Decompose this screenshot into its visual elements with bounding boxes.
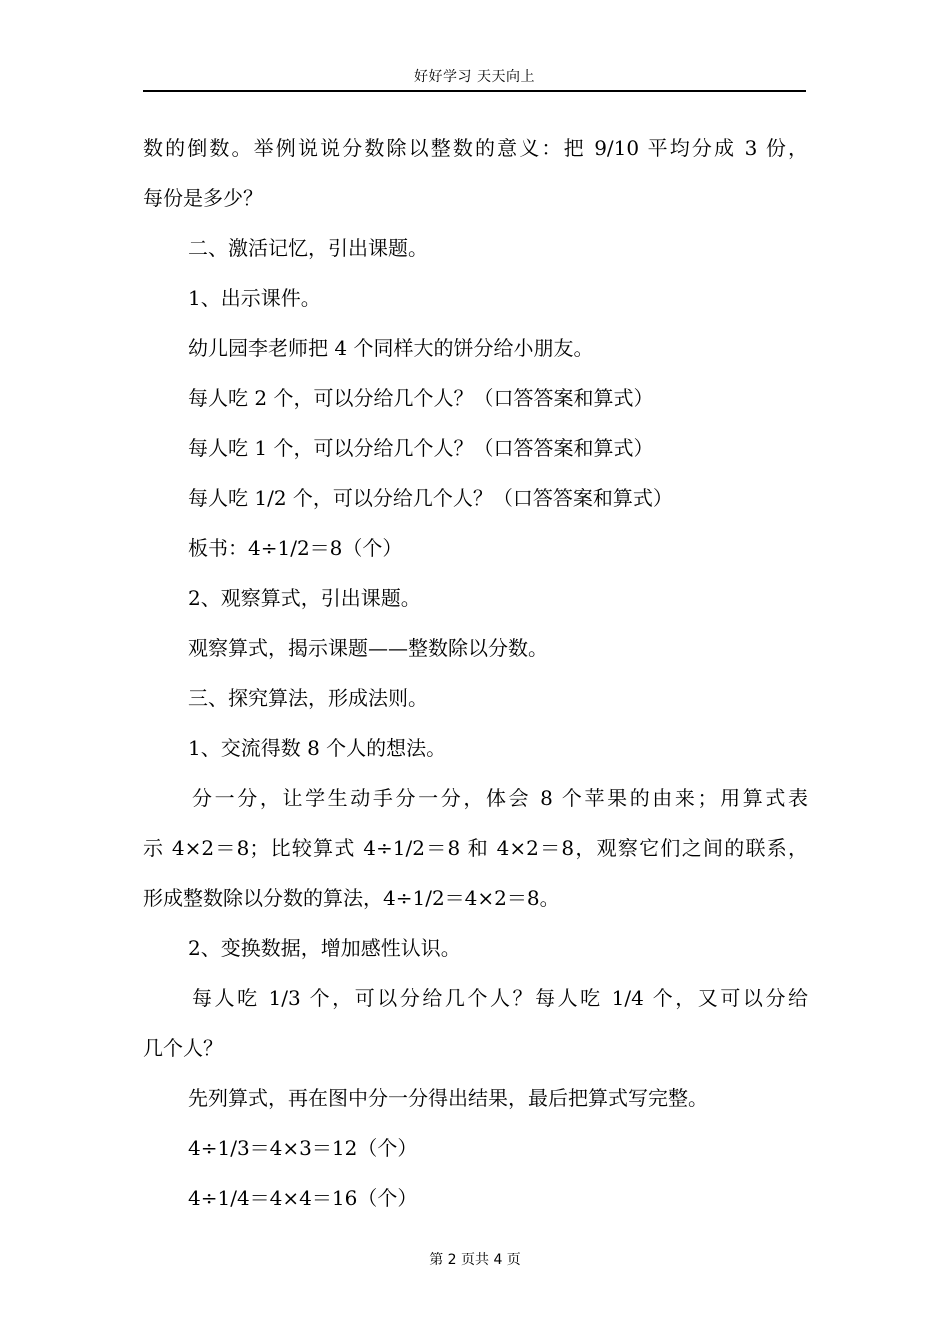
paragraph-line: 示 4×2＝8；比较算式 4÷1/2＝8 和 4×2＝8，观察它们之间的联系， [143,836,808,860]
paragraph-line: 板书：4÷1/2＝8（个） [188,536,403,560]
formula-line: 4÷1/4＝4×4＝16（个） [188,1186,418,1210]
paragraph-line: 每人吃 1/3 个，可以分给几个人？每人吃 1/4 个，又可以分给 [192,986,808,1010]
document-body [143,129,808,1229]
paragraph-line: 每人吃 2 个，可以分给几个人？（口答答案和算式） [188,386,654,410]
header-divider [143,90,806,92]
paragraph-line: 分一分，让学生动手分一分，体会 8 个苹果的由来；用算式表 [192,786,808,810]
paragraph-line: 幼儿园李老师把 4 个同样大的饼分给小朋友。 [188,336,594,360]
paragraph-line: 形成整数除以分数的算法，4÷1/2＝4×2＝8。 [143,886,560,910]
subsection-heading: 2、变换数据，增加感性认识。 [188,936,461,960]
page-header: 好好学习 天天向上 [414,69,535,85]
paragraph-line: 每份是多少？ [143,186,263,210]
paragraph-line: 每人吃 1/2 个，可以分给几个人？（口答答案和算式） [188,486,673,510]
page-footer: 第 2 页共 4 页 [429,1252,521,1268]
subsection-heading: 1、出示课件。 [188,286,321,310]
formula-line: 4÷1/3＝4×3＝12（个） [188,1136,418,1160]
paragraph-line: 先列算式，再在图中分一分得出结果，最后把算式写完整。 [188,1086,708,1110]
paragraph-line: 数的倒数。举例说说分数除以整数的意义：把 9/10 平均分成 3 份， [143,136,808,160]
subsection-heading: 2、观察算式，引出课题。 [188,586,421,610]
paragraph-line: 几个人？ [143,1036,223,1060]
paragraph-line: 观察算式，揭示课题——整数除以分数。 [188,636,548,660]
section-heading: 三、探究算法，形成法则。 [188,686,428,710]
section-heading: 二、激活记忆，引出课题。 [188,236,428,260]
subsection-heading: 1、交流得数 8 个人的想法。 [188,736,447,760]
paragraph-line: 每人吃 1 个，可以分给几个人？（口答答案和算式） [188,436,654,460]
